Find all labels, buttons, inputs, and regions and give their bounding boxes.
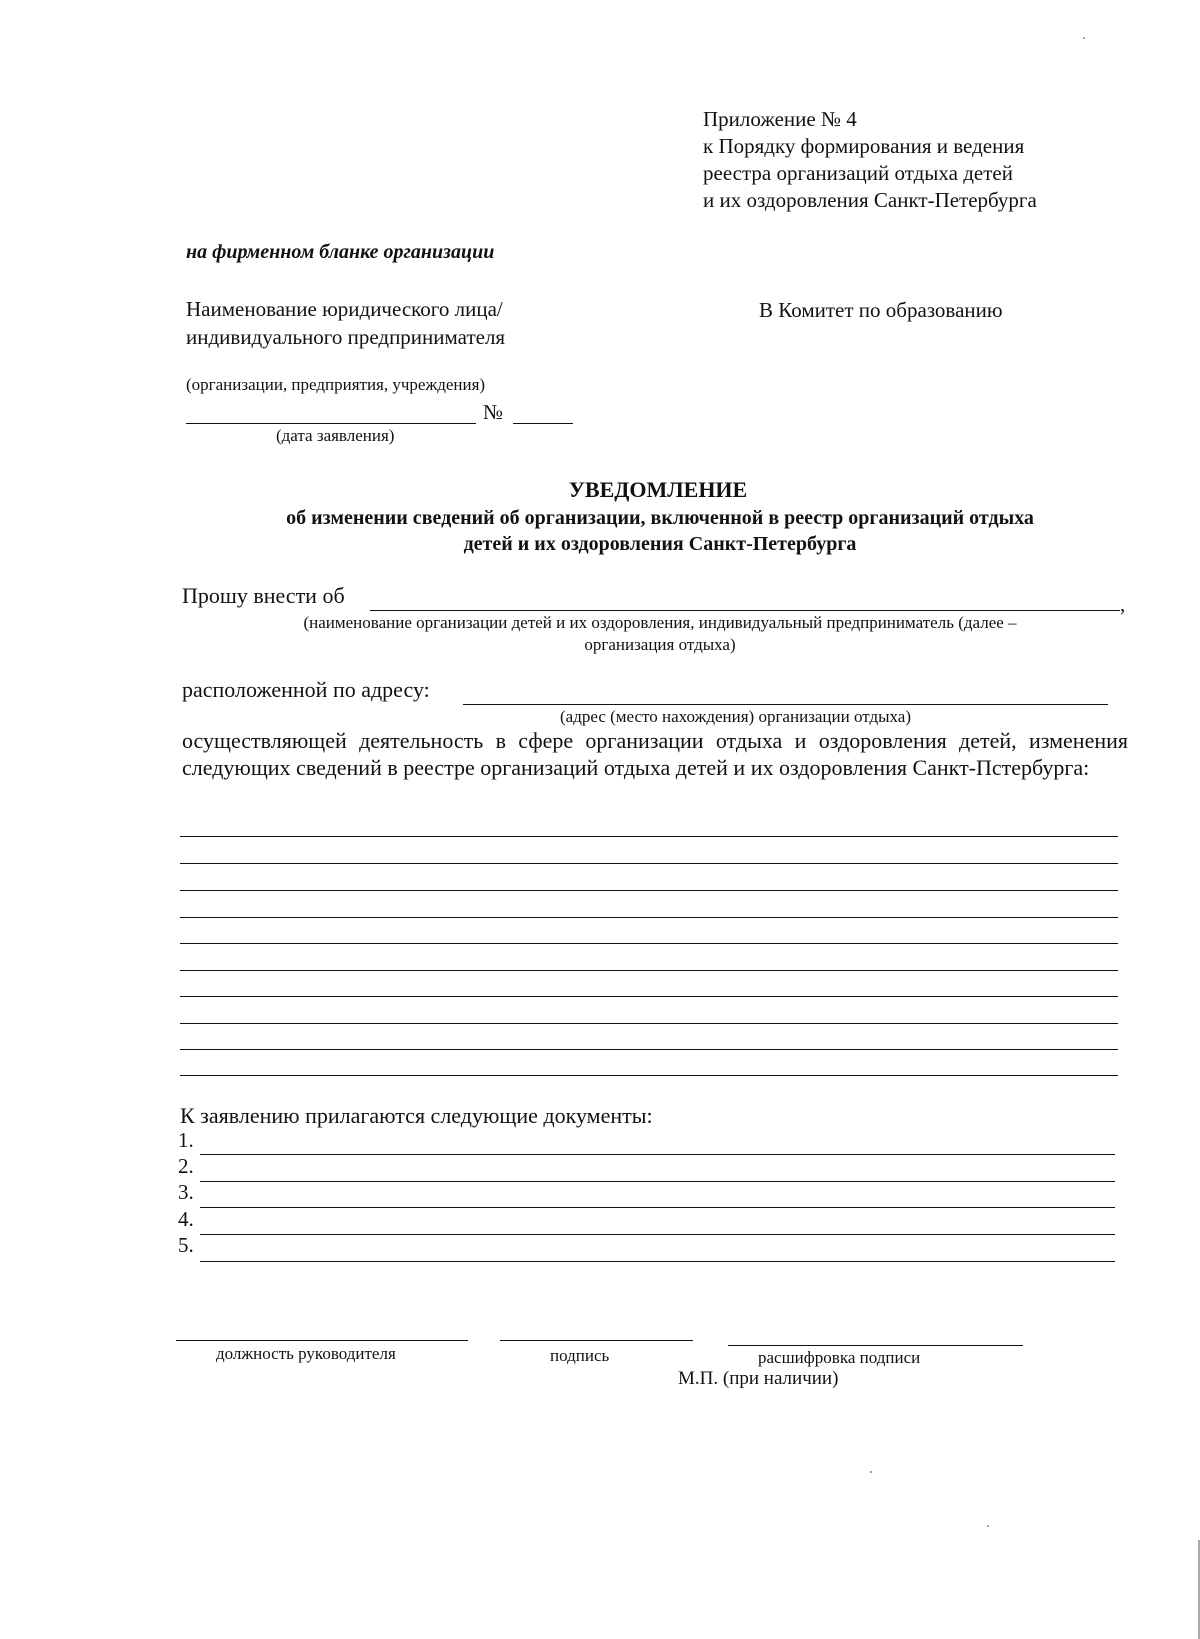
scan-speck — [870, 1471, 872, 1473]
position-caption: должность руководителя — [216, 1344, 396, 1363]
appendix-header — [703, 106, 1037, 214]
attachment-number: 1. — [178, 1128, 194, 1152]
organization-note: (организации, предприятия, учреждения) — [186, 375, 486, 394]
request-label: Прошу внести об — [182, 583, 345, 608]
request-caption — [210, 612, 1110, 656]
address-label: расположенной по адресу: — [182, 677, 430, 702]
changes-line[interactable] — [180, 1025, 1118, 1050]
number-sign: № — [483, 400, 504, 424]
changes-line[interactable] — [180, 946, 1118, 971]
letterhead-note: на фирменном бланке организации — [186, 241, 495, 263]
appendix-line: к Порядку формирования и ведения — [703, 134, 1025, 158]
attachment-number: 2. — [178, 1154, 194, 1178]
request-comma: , — [1120, 592, 1126, 616]
address-line[interactable] — [463, 680, 1108, 705]
attachments-label: К заявлению прилагаются следующие документы: — [180, 1103, 653, 1128]
appendix-line: и их оздоровления Санкт-Петербурга — [703, 188, 1037, 212]
attachment-number: 3. — [178, 1180, 194, 1204]
changes-line[interactable] — [180, 812, 1118, 837]
stamp-note: М.П. (при наличии) — [678, 1368, 839, 1389]
attachment-line[interactable] — [200, 1130, 1115, 1155]
attachment-line[interactable] — [200, 1210, 1115, 1235]
signature-caption: подпись — [550, 1346, 610, 1365]
request-caption-line-2: организация отдыха) — [584, 635, 736, 654]
changes-line[interactable] — [180, 999, 1118, 1024]
attachment-line[interactable] — [200, 1157, 1115, 1182]
changes-line[interactable] — [180, 919, 1118, 944]
body-paragraph: осуществляющей деятельность в сфере организации отдыха и оздоровления детей, изменения следующих сведений в реестре организаций отдыха детей и их оздоровления Санкт-Пстербурга: — [182, 728, 1128, 780]
number-blank-line[interactable] — [513, 403, 573, 424]
entity-line-1: Наименование юридического лица/ — [186, 297, 503, 321]
date-caption: (дата заявления) — [276, 426, 395, 445]
scan-speck — [1083, 37, 1085, 39]
appendix-line: Приложение № 4 — [703, 107, 857, 131]
document-title: УВЕДОМЛЕНИЕ — [568, 477, 748, 502]
recipient: В Комитет по образованию — [759, 298, 1003, 322]
request-caption-line-1: (наименование организации детей и их оздоровления, индивидуальный предприниматель (далее – — [303, 613, 1017, 632]
subtitle-line-2: детей и их оздоровления Санкт-Петербурга — [463, 533, 857, 555]
scan-speck — [987, 1525, 989, 1527]
position-signature-line[interactable] — [176, 1320, 468, 1341]
entity-name-label — [186, 295, 505, 351]
appendix-line: реестра организаций отдыха детей — [703, 161, 1013, 185]
address-caption: (адрес (место нахождения) организации отдыха) — [560, 707, 911, 726]
date-blank-line[interactable] — [186, 403, 476, 424]
document-subtitle — [190, 505, 1130, 557]
signature-line[interactable] — [500, 1320, 693, 1341]
signature-decoding-caption: расшифровка подписи — [758, 1348, 921, 1367]
changes-line[interactable] — [180, 866, 1118, 891]
changes-line[interactable] — [180, 839, 1118, 864]
changes-line[interactable] — [180, 972, 1118, 997]
signature-decoding-line[interactable] — [728, 1325, 1023, 1346]
changes-line[interactable] — [180, 1051, 1118, 1076]
attachment-line[interactable] — [200, 1183, 1115, 1208]
entity-line-2: индивидуального предпринимателя — [186, 325, 506, 349]
organization-name-line[interactable] — [370, 586, 1120, 611]
subtitle-line-1: об изменении сведений об организации, включенной в реестр организаций отдыха — [286, 507, 1034, 529]
attachment-number: 4. — [178, 1207, 194, 1231]
attachment-number: 5. — [178, 1233, 194, 1257]
attachment-line[interactable] — [200, 1237, 1115, 1262]
changes-line[interactable] — [180, 893, 1118, 918]
